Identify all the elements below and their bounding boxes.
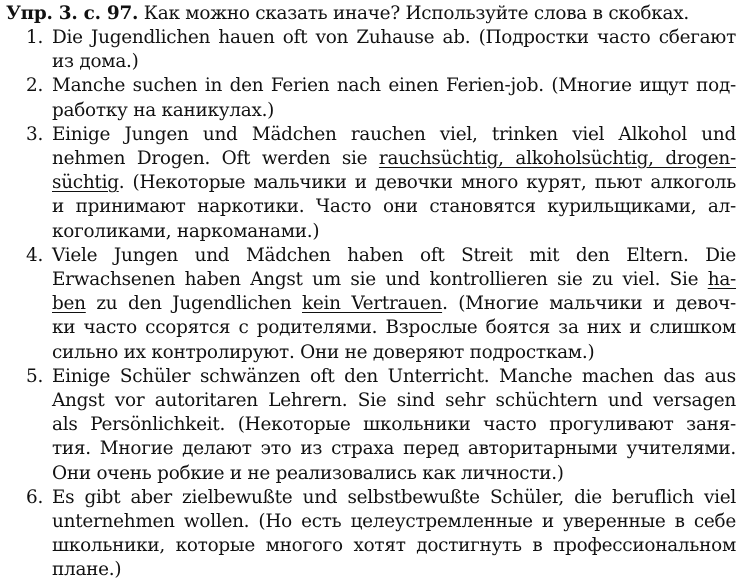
exercise-items (6, 26, 736, 583)
exercise-task: Как можно сказать иначе? Используйте слова в скобках. (138, 3, 689, 24)
item-line (52, 292, 736, 316)
item-line: als Persönlichkeit. (Некоторые школьники часто прогуливают заня- (52, 414, 736, 436)
item-text: zu den Jugendlichen (85, 293, 302, 315)
item-line: Die Jugendlichen hauen oft von Zuhause ab. (Подростки часто сбегают (52, 27, 736, 48)
item-number: 4. (26, 244, 44, 266)
underlined-phrase: süchtig (52, 172, 119, 194)
underlined-phrase: rauchsüchtig, alkoholsüchtig, drogen- (378, 148, 736, 170)
item-line (52, 147, 736, 171)
item-line: unternehmen wollen. (Но есть целеустремленные и уверенные в себе (52, 511, 736, 533)
item-line: из дома.) (52, 51, 139, 73)
item-number: 1. (26, 27, 44, 48)
item-text: . (Некоторые мальчики и девочки много курят, пьют алкоголь (118, 172, 736, 194)
item-line: Einige Jungen und Mädchen rauchen viel, trinken viel Alkohol und (52, 123, 736, 145)
item-line: тия. Многие делают это из страха перед авторитарными учителями. (52, 438, 736, 460)
exercise-item-2 (6, 74, 736, 122)
exercise-item-4 (6, 244, 736, 365)
item-number: 5. (26, 365, 44, 387)
item-line: Они очень робкие и не реализовались как личности.) (52, 462, 564, 484)
item-text: nehmen Drogen. Oft werden sie (52, 148, 379, 170)
item-line: школьники, которые многого хотят достигнуть в профессиональном (52, 535, 736, 557)
item-line: ки часто ссорятся с родителями. Взрослые боятся за них и слишком (52, 317, 736, 339)
item-line: Einige Schüler schwänzen oft den Unterricht. Manche machen das aus (52, 365, 736, 387)
item-line: плане.) (52, 559, 122, 581)
item-line: Manche suchen in den Ferien nach einen Ferien-job. (Многие ищут под- (52, 75, 736, 97)
underlined-phrase: kein Vertrauen (302, 293, 443, 315)
exercise-reference: Упр. 3. с. 97. (6, 3, 139, 24)
item-text: Erwachsenen haben Angst um sie und kontrollieren sie zu viel. Sie (52, 269, 708, 291)
item-line: Angst vor autoritaren Lehrern. Sie sind sehr schüchtern und versagen (52, 390, 736, 412)
item-line (52, 171, 736, 195)
item-line: Viele Jungen und Mädchen haben oft Streit mit den Eltern. Die (52, 244, 736, 266)
item-line: сильно их контролируют. Они не доверяют подросткам.) (52, 341, 595, 363)
item-line: работку на каникулах.) (52, 99, 275, 121)
underlined-phrase: ha- (707, 269, 736, 291)
exercise-item-3 (6, 123, 736, 244)
item-number: 6. (26, 486, 44, 508)
exercise-heading (6, 2, 736, 26)
exercise-page (6, 2, 736, 583)
item-number: 2. (26, 75, 44, 97)
exercise-item-6 (6, 486, 736, 583)
exercise-item-1 (6, 26, 736, 74)
item-line (52, 268, 736, 292)
item-line: и принимают наркотики. Часто они становятся курильщиками, ал- (52, 196, 736, 218)
item-number: 3. (26, 123, 44, 145)
item-line: коголиками, наркоманами.) (52, 220, 320, 242)
underlined-phrase: ben (52, 293, 86, 315)
item-text: . (Многие мальчики и девоч- (442, 293, 736, 315)
exercise-item-5 (6, 365, 736, 486)
item-line: Es gibt aber zielbewußte und selbstbewußte Schüler, die beruflich viel (52, 486, 736, 508)
